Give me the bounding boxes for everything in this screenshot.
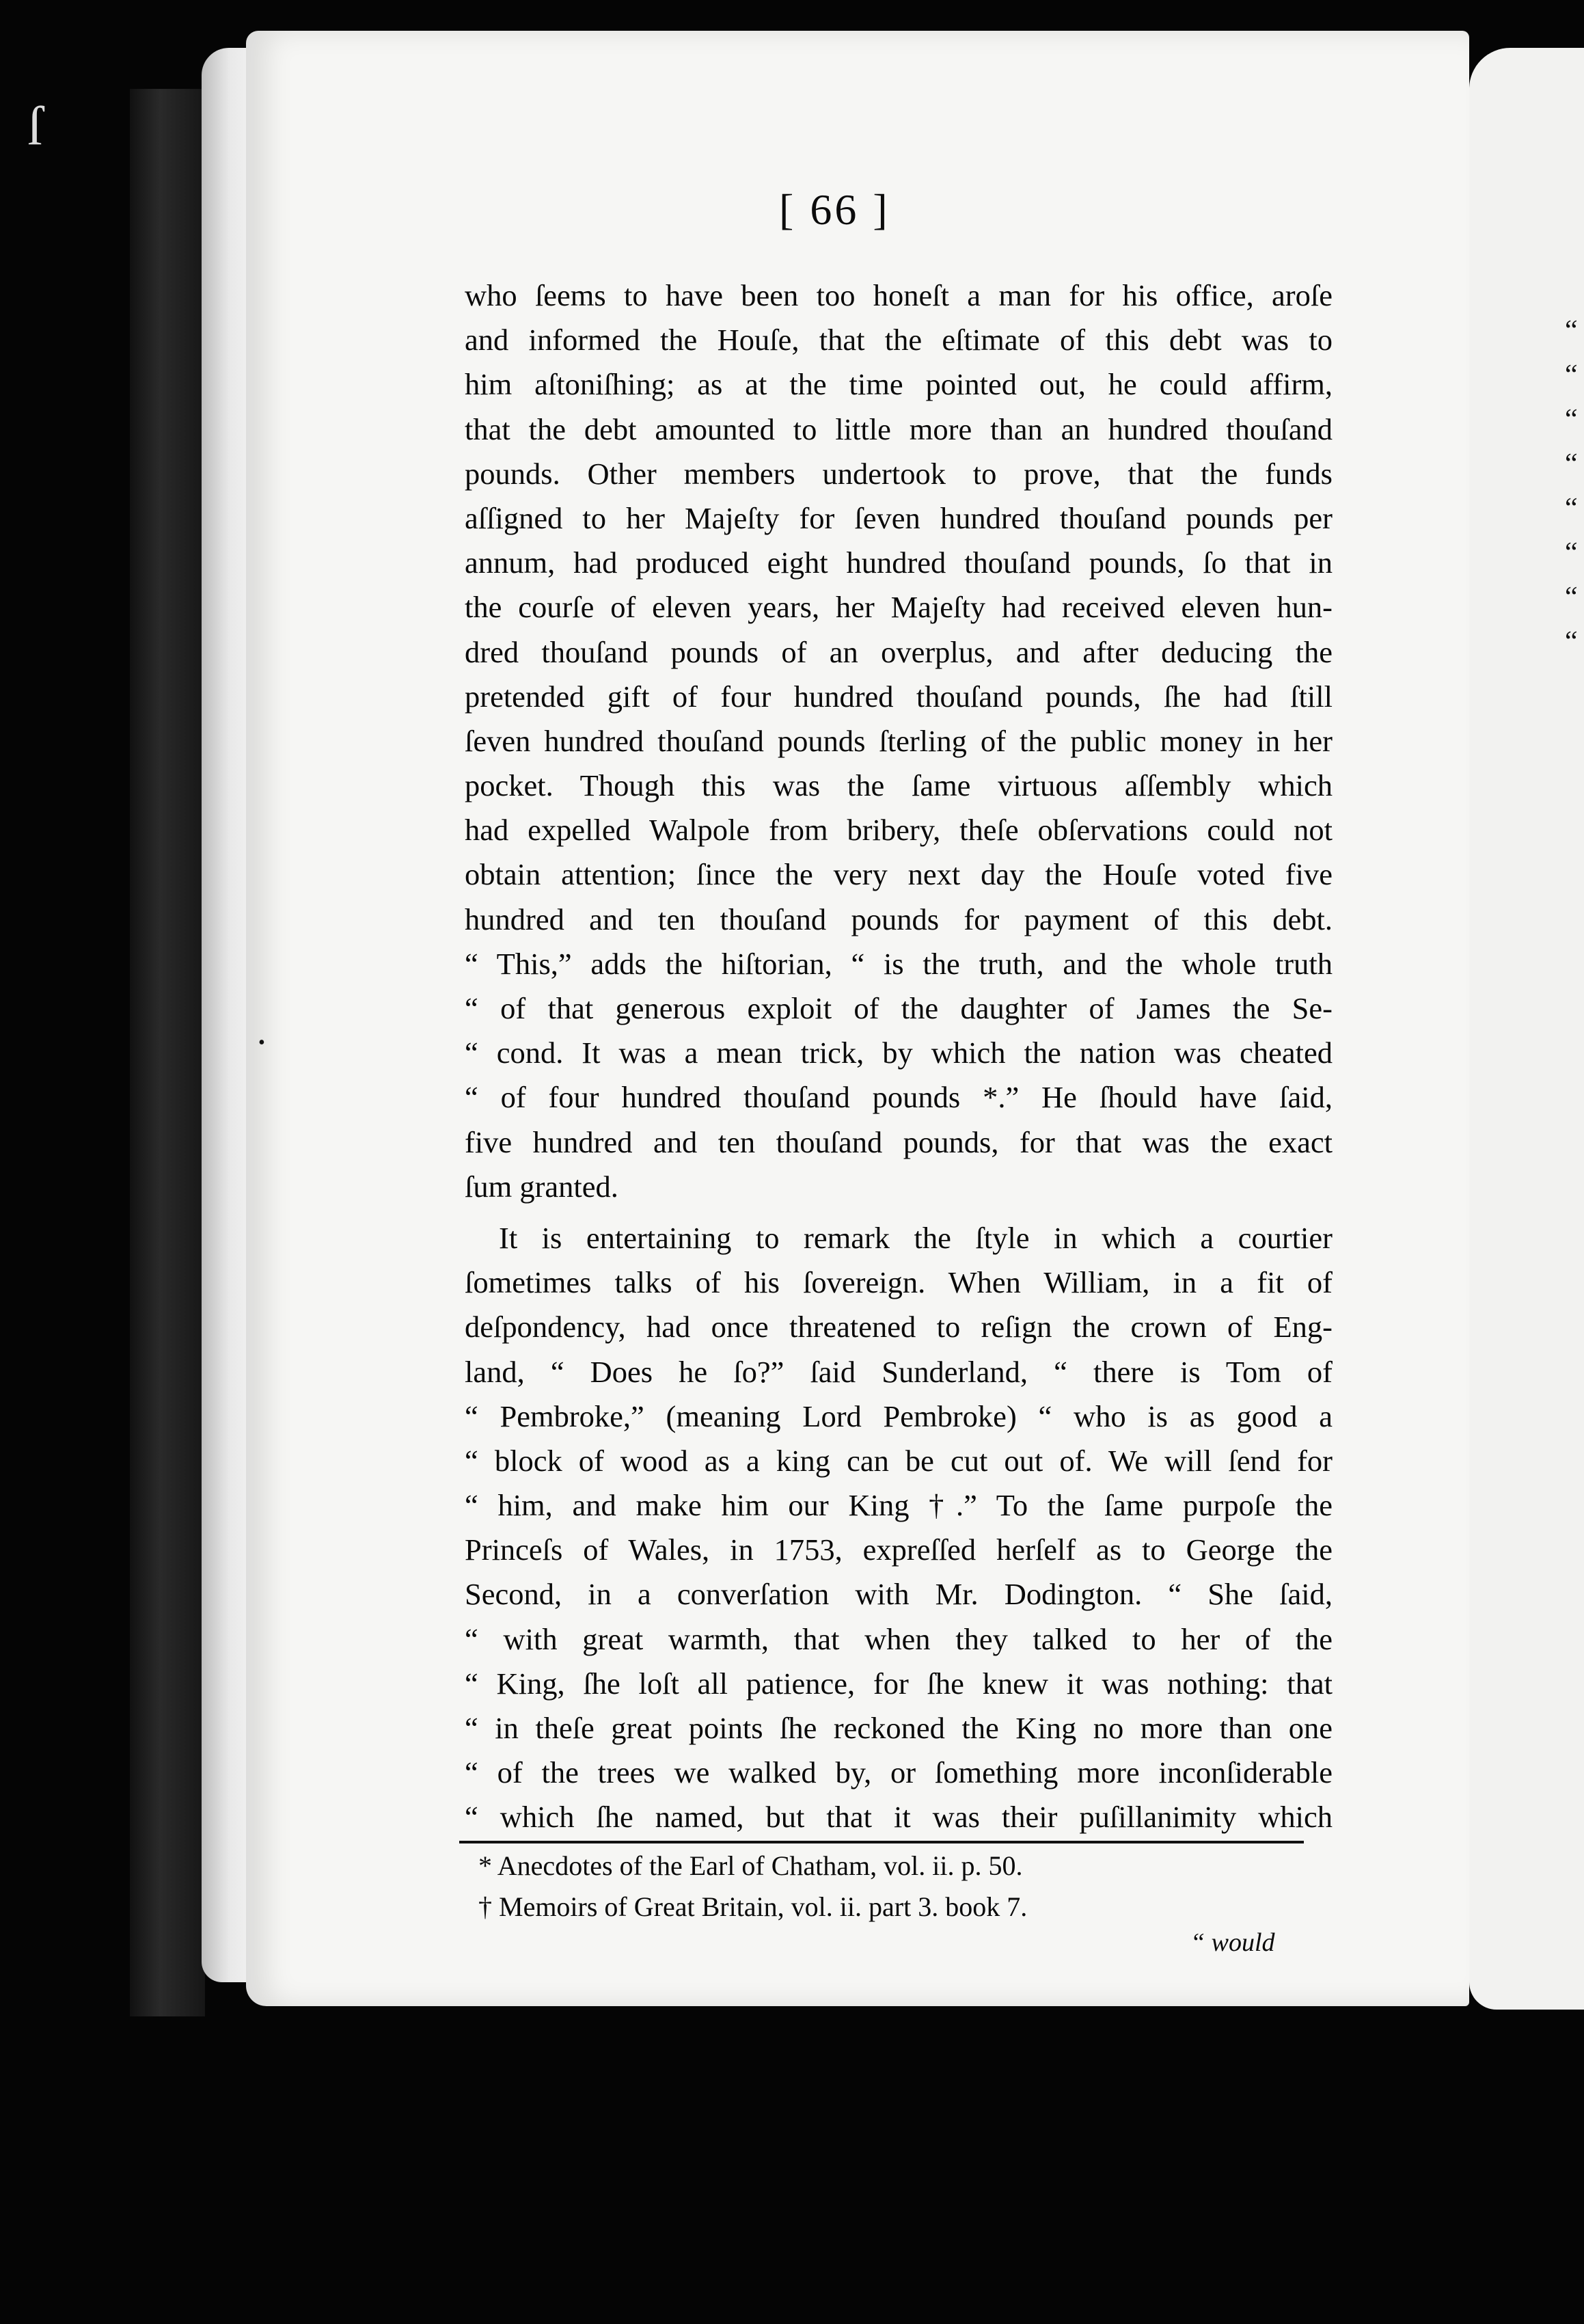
facing-quote-mark: “ — [1565, 537, 1578, 569]
text-line: “ of the trees we walked by, or ſomething more inconſiderable — [465, 1755, 1333, 1790]
text-line: pounds. Other members undertook to prove, that the funds — [465, 456, 1333, 491]
text-line: Second, in a converſation with Mr. Dodington. “ She ſaid, — [465, 1577, 1333, 1612]
text-line: five hundred and ten thouſand pounds, for that was the exact — [465, 1124, 1333, 1159]
text-line: and informed the Houſe, that the eſtimate of this debt was to — [465, 323, 1333, 357]
text-line: Princeſs of Wales, in 1753, expreſſed herſelf as to George the — [465, 1532, 1333, 1567]
text-line: ſum granted. — [465, 1169, 618, 1204]
text-line: annum, had produced eight hundred thouſand pounds, ſo that in — [465, 545, 1333, 580]
text-line: “ of four hundred thouſand pounds *.” He ſhould have ſaid, — [465, 1080, 1333, 1115]
footnote-rule — [459, 1841, 1304, 1843]
text-line: “ in theſe great points ſhe reckoned the King no more than one — [465, 1711, 1333, 1745]
footnotes — [478, 1846, 1285, 1928]
text-line: him aſtoniſhing; as at the time pointed out, he could affirm, — [465, 367, 1333, 402]
text-line: obtain attention; ſince the very next day the Houſe voted five — [465, 857, 1333, 892]
facing-quote-mark: “ — [1565, 360, 1578, 391]
left-margin-specks: ſ — [27, 96, 43, 157]
facing-quote-mark: “ — [1565, 404, 1578, 435]
text-line: “ block of wood as a king can be cut out of. We will ſend for — [465, 1443, 1333, 1478]
text-line: had expelled Walpole from bribery, theſe obſervations could not — [465, 813, 1333, 848]
page-number-header: [ 66 ] — [779, 185, 890, 234]
text-line: dred thouſand pounds of an overplus, and after deducing the — [465, 634, 1333, 669]
text-line: pocket. Though this was the ſame virtuous aſſembly which — [465, 768, 1333, 803]
text-line: land, “ Does he ſo?” ſaid Sunderland, “ there is Tom of — [465, 1354, 1333, 1389]
text-line: deſpondency, had once threatened to reſign the crown of Eng- — [465, 1310, 1333, 1345]
text-line: It is entertaining to remark the ſtyle in which a courtier — [499, 1220, 1333, 1255]
text-line: “ him, and make him our King †.” To the ſame purpoſe the — [465, 1488, 1333, 1523]
catchword: “ would — [1190, 1928, 1275, 1957]
text-line: “ cond. It was a mean trick, by which the nation was cheated — [465, 1036, 1333, 1070]
margin-dot: • — [258, 1032, 265, 1053]
facing-quote-mark: “ — [1565, 626, 1578, 658]
text-line: aſſigned to her Majeſty for ſeven hundred thouſand pounds per — [465, 500, 1333, 535]
text-line: the courſe of eleven years, her Majeſty had received eleven hun- — [465, 590, 1333, 625]
text-line: “ with great warmth, that when they talked to her of the — [465, 1621, 1333, 1656]
text-line: ſeven hundred thouſand pounds ſterling of the public money in her — [465, 723, 1333, 758]
facing-quote-mark: “ — [1565, 315, 1578, 347]
body-text — [465, 273, 1333, 1840]
text-line: that the debt amounted to little more than an hundred thouſand — [465, 411, 1333, 446]
text-line: “ of that generous exploit of the daughter of James the Se- — [465, 991, 1333, 1025]
facing-quote-mark: “ — [1565, 448, 1578, 480]
facing-quote-mark: “ — [1565, 493, 1578, 524]
text-line: who ſeems to have been too honeſt a man for his office, aroſe — [465, 278, 1333, 312]
facing-quote-mark: “ — [1565, 582, 1578, 613]
text-line: “ Pembroke,” (meaning Lord Pembroke) “ who is as good a — [465, 1399, 1333, 1433]
text-line: “ which ſhe named, but that it was their puſillanimity which — [465, 1800, 1333, 1835]
facing-page-edge — [1469, 48, 1584, 2010]
text-line: “ This,” adds the hiſtorian, “ is the truth, and the whole truth — [465, 946, 1333, 981]
text-line: hundred and ten thouſand pounds for payment of this debt. — [465, 902, 1333, 936]
text-line: “ King, ſhe loſt all patience, for ſhe knew it was nothing: that — [465, 1666, 1333, 1701]
text-line: pretended gift of four hundred thouſand pounds, ſhe had ſtill — [465, 679, 1333, 714]
footnote-2: † Memoirs of Great Britain, vol. ii. part 3. book 7. — [478, 1891, 1028, 1922]
footnote-1: * Anecdotes of the Earl of Chatham, vol. ii. p. 50. — [478, 1850, 1023, 1881]
text-line: ſometimes talks of his ſovereign. When William, in a fit of — [465, 1265, 1333, 1300]
book-binding — [130, 89, 205, 2016]
